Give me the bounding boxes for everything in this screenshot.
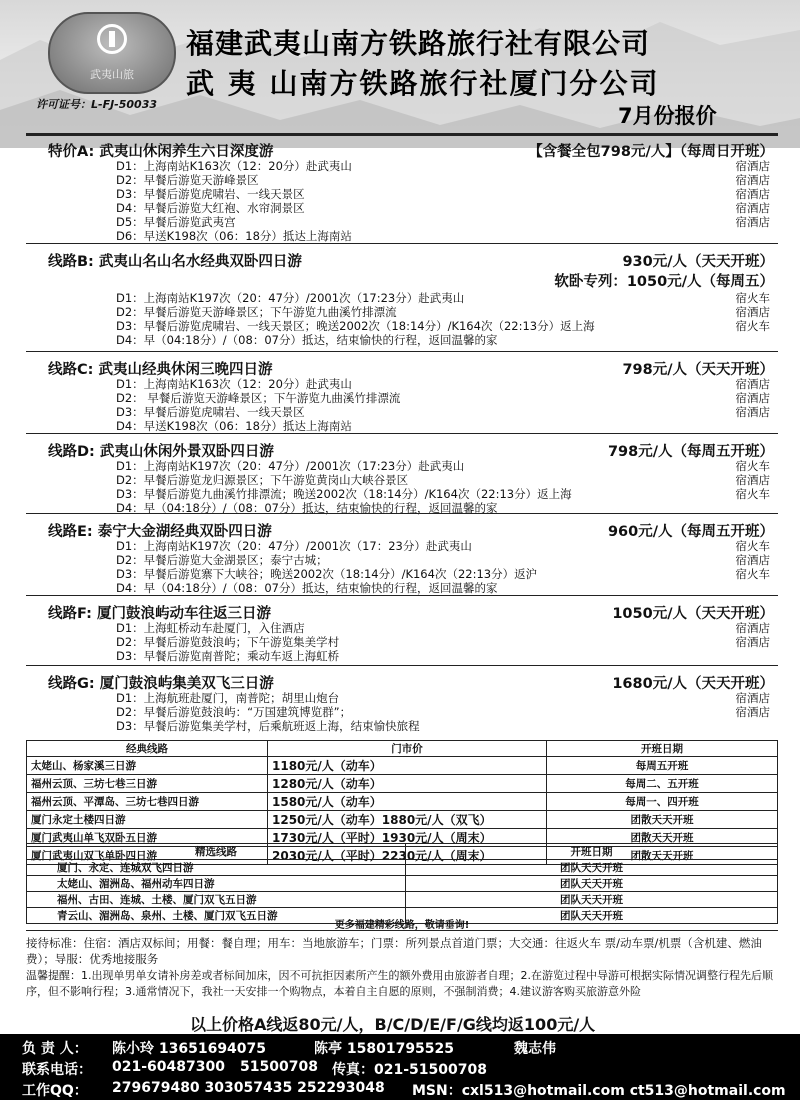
schedule-cell: 团散天天开班	[547, 811, 778, 829]
route-name: 武夷山名山名水经典双卧四日游	[98, 254, 302, 270]
day-item: D1：上海南站K163次（12：20分）赴武夷山	[116, 377, 352, 391]
schedule-cell: 每周五开班	[547, 757, 778, 775]
route-cell: 福州云顶、三坊七巷三日游	[27, 775, 268, 793]
more-routes-note: 更多福建精彩线路，敬请垂询!	[26, 916, 778, 931]
phone-number-2: 51500708	[240, 1059, 318, 1075]
accommodation: 宿火车	[735, 291, 770, 305]
table-row	[27, 892, 778, 908]
route-price: 1050元/人（天天开班）	[612, 606, 774, 622]
route-label: 特价A:	[48, 144, 95, 160]
qq-numbers: 279679480 303057435 252293048	[112, 1080, 385, 1096]
table-row	[27, 811, 778, 829]
route-name: 泰宁大金湖经典双卧四日游	[97, 524, 272, 540]
route-price: 960元/人（每周五开班）	[607, 524, 774, 540]
route-label: 线路C:	[48, 362, 94, 378]
route-label: 线路D:	[48, 444, 95, 460]
route-cell: 太姥山、湄洲岛、福州动车四日游	[27, 876, 406, 892]
header-banner	[0, 0, 800, 148]
route-e	[26, 513, 778, 596]
price-cell: 2030元/人（平时）2230元/人（周末）	[268, 847, 547, 865]
route-label: 线路B:	[48, 254, 94, 270]
company-title: 福建武夷山南方铁路旅行社有限公司	[186, 27, 651, 60]
route-cell: 福州云顶、平潭岛、三坊七巷四日游	[27, 793, 268, 811]
route-cell: 厦门武夷山单飞双卧五日游	[27, 829, 268, 847]
day-item: D4：早（04:18分）/（08：07分）抵达，结束愉快的行程，返回温馨的家	[116, 581, 498, 595]
route-d	[26, 433, 778, 514]
route-cell: 青云山、湄洲岛、泉州、土楼、厦门双飞五日游	[27, 908, 406, 924]
col-header: 经典线路	[27, 741, 268, 757]
accommodation: 宿酒店	[735, 377, 770, 391]
accommodation: 宿酒店	[735, 173, 770, 187]
day-item: D1：上海南站K197次（20：47分）/2001次（17:23分）赴武夷山	[116, 459, 465, 473]
route-cell: 厦门、永定、连城双飞四日游	[27, 860, 406, 876]
route-a	[26, 133, 778, 244]
route-cell: 福州、古田、连城、土楼、厦门双飞五日游	[27, 892, 406, 908]
schedule-cell: 团散天天开班	[547, 829, 778, 847]
price-cell: 1250元/人（动车）1880元/人（双飞）	[268, 811, 547, 829]
day-item: D2： 早餐后游览天游峰景区；下午游览九曲溪竹排漂流	[116, 391, 401, 405]
day-item: D2：早餐后游览鼓浪屿：“万国建筑博览群”；	[116, 705, 352, 719]
day-item: D3：早餐后游览虎啸岩、一线天景区；晚送2002次（18:14分）/K164次（22:13分）返上海	[116, 319, 595, 333]
accommodation: 宿火车	[735, 319, 770, 333]
day-item: D1：上海航班赴厦门，南普陀；胡里山炮台	[116, 691, 340, 705]
table-row	[27, 793, 778, 811]
accommodation: 宿火车	[735, 459, 770, 473]
schedule-cell: 团队天天开班	[406, 908, 778, 924]
route-label: 线路F:	[48, 606, 92, 622]
route-g	[26, 665, 778, 738]
route-price: 【含餐全包798元/人】（每周日开班）	[528, 144, 774, 160]
day-item: D2：早餐后游览鼓浪屿；下午游览集美学村	[116, 635, 340, 649]
col-header: 开班日期	[406, 844, 778, 860]
route-cell: 太姥山、杨家溪三日游	[27, 757, 268, 775]
day-item: D4：早餐后游览大红袍、水帘洞景区	[116, 201, 305, 215]
route-price-sleeper: 软卧专列：1050元/人（每周五）	[554, 274, 774, 290]
schedule-cell: 团队天天开班	[406, 860, 778, 876]
route-heading	[48, 250, 302, 271]
day-item: D3：早餐后游览南普陀；乘动车返上海虹桥	[116, 649, 340, 663]
route-price: 798元/人（每周五开班）	[607, 444, 774, 460]
price-cell: 1730元/人（平时）1930元/人（周末）	[268, 829, 547, 847]
accommodation: 宿酒店	[735, 553, 770, 567]
company-logo	[48, 12, 176, 94]
col-header: 门市价	[268, 741, 547, 757]
day-item: D3：早餐后游览九曲溪竹排漂流；晚送2002次（18:14分）/K164次（22:13分）返上海	[116, 487, 572, 501]
route-name: 厦门鼓浪屿动车往返三日游	[96, 606, 271, 622]
license-number: 许可证号：L-FJ-50033	[36, 98, 158, 111]
accommodation: 宿酒店	[735, 215, 770, 229]
accommodation: 宿酒店	[735, 691, 770, 705]
contact-label: 负 责 人：	[22, 1041, 88, 1057]
day-item: D1：上海南站K163次（12：20分）赴武夷山	[116, 159, 352, 173]
accommodation: 宿酒店	[735, 473, 770, 487]
schedule-cell: 团队天天开班	[406, 892, 778, 908]
accommodation: 宿酒店	[735, 621, 770, 635]
accommodation: 宿酒店	[735, 201, 770, 215]
route-price: 930元/人（天天开班）	[622, 254, 774, 270]
accommodation: 宿酒店	[735, 305, 770, 319]
day-item: D2：早餐后游览天游峰景区	[116, 173, 259, 187]
day-item: D1：上海南站K197次（20：47分）/2001次（17:23分）赴武夷山	[116, 291, 465, 305]
route-name: 武夷山休闲外景双卧四日游	[99, 444, 274, 460]
route-label: 线路E:	[48, 524, 93, 540]
price-cell: 1180元/人（动车）	[268, 757, 547, 775]
accommodation: 宿火车	[735, 487, 770, 501]
route-c	[26, 351, 778, 434]
route-price: 1680元/人（天天开班）	[612, 676, 774, 692]
qq-label: 工作QQ：	[22, 1083, 88, 1099]
route-name: 武夷山休闲养生六日深度游	[99, 144, 274, 160]
warm-tips: 温馨提醒：1.出现单男单女请补房差或者标间加床，因不可抗拒因素所产生的额外费用由旅游者自理；2.在游览过程中导游可根据实际情况调整行程先后顺序，但不影响行程；3.通常情况下，我社一天安排一个购物点，本着自主自愿的原则，不强制消费；4.建议游客购买旅游意外险	[26, 969, 773, 998]
fax-number: 传真：021-51500708	[332, 1062, 487, 1078]
contact-footer	[0, 1034, 800, 1100]
route-name: 厦门鼓浪屿集美双飞三日游	[99, 676, 274, 692]
day-item: D3：早餐后游览虎啸岩、一线天景区	[116, 187, 305, 201]
phone-number-1: 021-60487300	[112, 1059, 225, 1075]
branch-title: 武 夷 山南方铁路旅行社厦门分公司	[186, 67, 660, 100]
day-item: D3：早餐后游览虎啸岩、一线天景区	[116, 405, 305, 419]
table-row	[27, 876, 778, 892]
col-header: 开班日期	[547, 741, 778, 757]
contact-person-3: 魏志伟	[514, 1041, 556, 1057]
day-item: D4：早（04:18分）/（08：07分）抵达，结束愉快的行程，返回温馨的家	[116, 501, 498, 515]
day-item: D2：早餐后游览大金湖景区；泰宁古城；	[116, 553, 328, 567]
railway-emblem-icon	[97, 24, 127, 54]
route-cell: 厦门永定土楼四日游	[27, 811, 268, 829]
table-header-row	[27, 844, 778, 860]
accommodation: 宿酒店	[735, 405, 770, 419]
service-standard: 接待标准：住宿：酒店双标间；用餐：餐自理；用车：当地旅游车；门票：所列景点首道门票；大交通：往返火车 票/动车票/机票（含机建、燃油费）；导服：优秀地接服务	[26, 936, 762, 966]
accommodation: 宿酒店	[735, 159, 770, 173]
schedule-cell: 团队天天开班	[406, 876, 778, 892]
price-cell: 1280元/人（动车）	[268, 775, 547, 793]
day-item: D4：早送K198次（06：18分）抵达上海南站	[116, 419, 352, 433]
table-row	[27, 757, 778, 775]
logo-text: 武夷山旅	[90, 68, 134, 81]
rebate-note: 以上价格A线返80元/人，B/C/D/E/F/G线均返100元/人	[190, 1015, 596, 1034]
day-item: D2：早餐后游览龙归源景区；下午游览黄岗山大峡谷景区	[116, 473, 409, 487]
route-label: 线路G:	[48, 676, 95, 692]
contact-person-2: 陈亭 15801795525	[314, 1041, 455, 1057]
route-price: 798元/人（天天开班）	[622, 362, 774, 378]
col-header: 精选线路	[27, 844, 406, 860]
accommodation: 宿酒店	[735, 635, 770, 649]
day-item: D3：早餐后游览寨下大峡谷；晚送2002次（18:14分）/K164次（22:13分）返沪	[116, 567, 538, 581]
table-row	[27, 860, 778, 876]
accommodation: 宿火车	[735, 567, 770, 581]
price-cell: 1580元/人（动车）	[268, 793, 547, 811]
day-item: D1：上海南站K197次（20：47分）/2001次（17：23分）赴武夷山	[116, 539, 472, 553]
route-cell: 厦门武夷山双飞单卧四日游	[27, 847, 268, 865]
table-row	[27, 775, 778, 793]
schedule-cell: 团散天天开班	[547, 847, 778, 865]
schedule-cell: 每周一、四开班	[547, 793, 778, 811]
accommodation: 宿酒店	[735, 391, 770, 405]
route-name: 武夷山经典休闲三晚四日游	[98, 362, 273, 378]
route-f	[26, 595, 778, 666]
day-item: D3：早餐后游览集美学村，后乘航班返上海，结束愉快旅程	[116, 719, 420, 733]
contact-person-1: 陈小玲 13651694075	[112, 1041, 267, 1057]
msn-contacts: MSN：cxl513@hotmail.com ct513@hotmail.com	[412, 1083, 786, 1099]
table-header-row	[27, 741, 778, 757]
accommodation: 宿酒店	[735, 705, 770, 719]
accommodation: 宿火车	[735, 539, 770, 553]
day-item: D6：早送K198次（06：18分）抵达上海南站	[116, 229, 352, 243]
phone-label: 联系电话：	[22, 1062, 92, 1078]
day-item: D2：早餐后游览天游峰景区；下午游览九曲溪竹排漂流	[116, 305, 397, 319]
day-item: D1：上海虹桥动车赴厦门，入住酒店	[116, 621, 305, 635]
day-item: D4：早（04:18分）/（08：07分）抵达，结束愉快的行程，返回温馨的家	[116, 333, 498, 347]
selected-routes-table	[26, 843, 778, 924]
accommodation: 宿酒店	[735, 187, 770, 201]
route-b	[26, 243, 778, 352]
price-list-title: 7月份报价	[618, 104, 717, 128]
schedule-cell: 每周二、五开班	[547, 775, 778, 793]
day-item: D5：早餐后游览武夷宫	[116, 215, 236, 229]
